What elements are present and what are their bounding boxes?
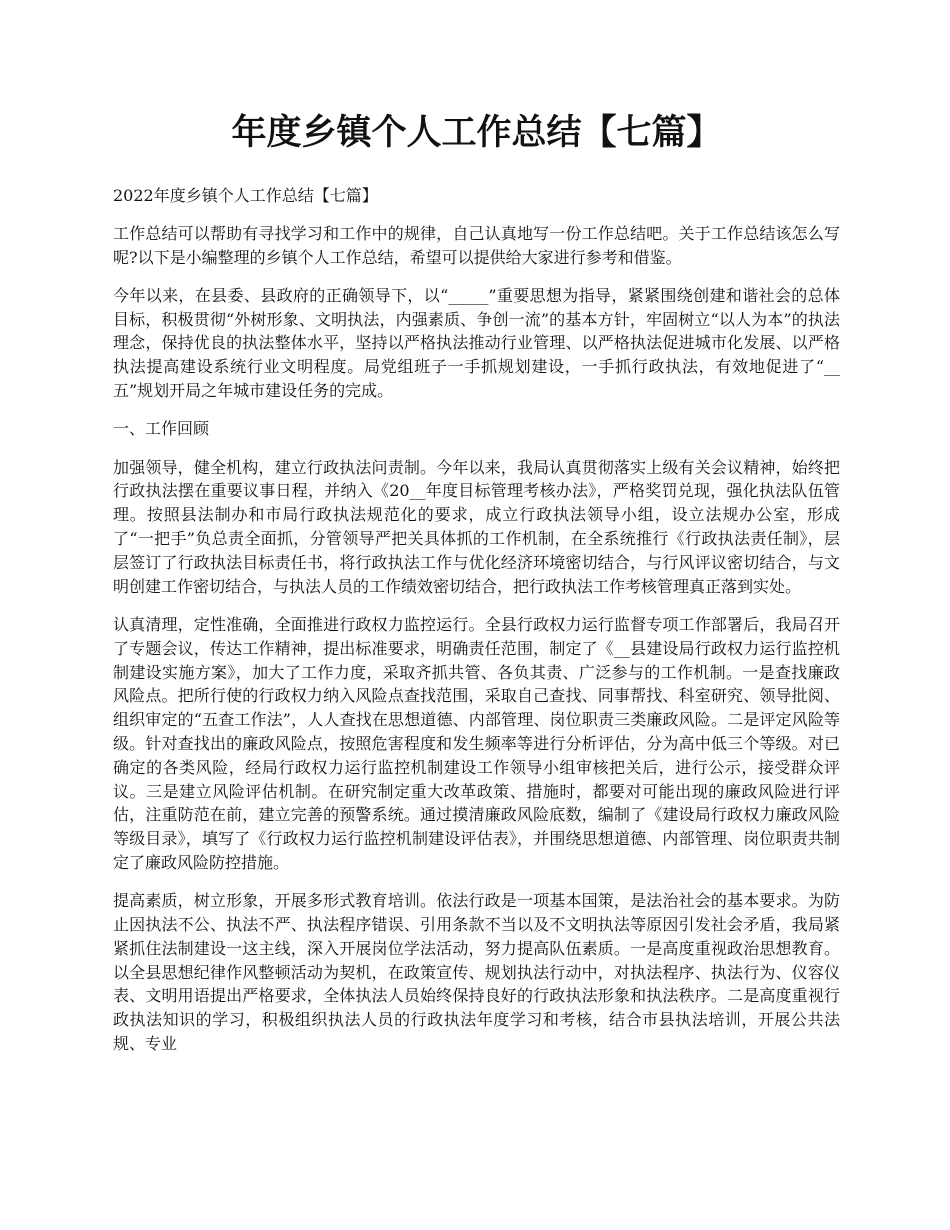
document-subtitle: 2022年度乡镇个人工作总结【七篇】 [113,186,378,205]
paragraph-intro: 工作总结可以帮助有寻找学习和工作中的规律，自己认真地写一份工作总结吧。关于工作总结该怎么写呢?以下是小编整理的乡镇个人工作总结，希望可以提供给大家进行参考和借鉴。 [113,223,840,267]
document-page [113,108,840,1070]
paragraph-training: 提高素质，树立形象，开展多形式教育培训。依法行政是一项基本国策，是法治社会的基本要求。为防止因执法不公、执法不严、执法程序错误、引用条款不当以及不文明执法等原因引发社会矛盾，我局紧紧抓住法制建设一这主线，深入开展岗位学法活动，努力提高队伍素质。一是高度重视政治思想教育。以全县思想纪律作风整顿活动为契机，在政策宣传、规划执法行动中，对执法程序、执法行为、仪容仪表、文明用语提出严格要求，全体执法人员始终保持良好的行政执法形象和执法秩序。二是高度重视行政执法知识的学习，积极组织执法人员的行政执法年度学习和考核，结合市县执法培训，开展公共法规、专业 [113,891,840,1053]
paragraph-leadership: 加强领导，健全机构，建立行政执法问责制。今年以来，我局认真贯彻落实上级有关会议精神，始终把行政执法摆在重要议事日程，并纳入《20__年度目标管理考核办法》，严格奖罚兑现，强化执法队伍管理。按照县法制办和市局行政执法规范化的要求，成立行政执法领导小组，设立法规办公室，形成了“一把手”负总责全面抓，分管领导严把关具体抓的工作机制，在全系统推行《行政执法责任制》，层层签订了行政执法目标责任书，将行政执法工作与优化经济环境密切结合，与行风评议密切结合，与文明创建工作密切结合，与执法人员的工作绩效密切结合，把行政执法工作考核管理真正落到实处。 [113,457,840,596]
paragraph-power-monitoring: 认真清理，定性准确，全面推进行政权力监控运行。全县行政权力运行监督专项工作部署后，我局召开了专题会议，传达工作精神，提出标准要求，明确责任范围，制定了《__县建设局行政权力运行监控机制建设实施方案》，加大了工作力度，采取齐抓共管、各负其责、广泛参与的工作机制。一是查找廉政风险点。把所行使的行政权力纳入风险点查找范围，采取自己查找、同事帮找、科室研究、领导批阅、组织审定的“五查工作法”，人人查找在思想道德、内部管理、岗位职责三类廉政风险。二是评定风险等级。针对查找出的廉政风险点，按照危害程度和发生频率等进行分析评估，分为高中低三个等级。对已确定的各类风险，经局行政权力运行监控机制建设工作领导小组审核把关后，进行公示，接受群众评议。三是建立风险评估机制。在研究制定重大改革政策、措施时，都要对可能出现的廉政风险进行评估，注重防范在前，建立完善的预警系统。通过摸清廉政风险底数，编制了《建设局行政权力廉政风险等级目录》，填写了《行政权力运行监控机制建设评估表》，并围绕思想道德、内部管理、岗位职责共制定了廉政风险防控措施。 [113,614,840,872]
paragraph-overview: 今年以来，在县委、县政府的正确领导下，以“_____”重要思想为指导，紧紧围绕创建和谐社会的总体目标，积极贯彻“外树形象、文明执法，内强素质、争创一流”的基本方针，牢固树立“以人为本”的执法理念，保持优良的执法整体水平，坚持以严格执法推动行业管理、以严格执法促进城市化发展、以严格执法提高建设系统行业文明程度。局党组班子一手抓规划建设，一手抓行政执法，有效地促进了“__五”规划开局之年城市建设任务的完成。 [113,285,840,401]
section-heading-work-review: 一、工作回顾 [113,419,210,439]
document-title: 年度乡镇个人工作总结【七篇】 [231,112,722,153]
